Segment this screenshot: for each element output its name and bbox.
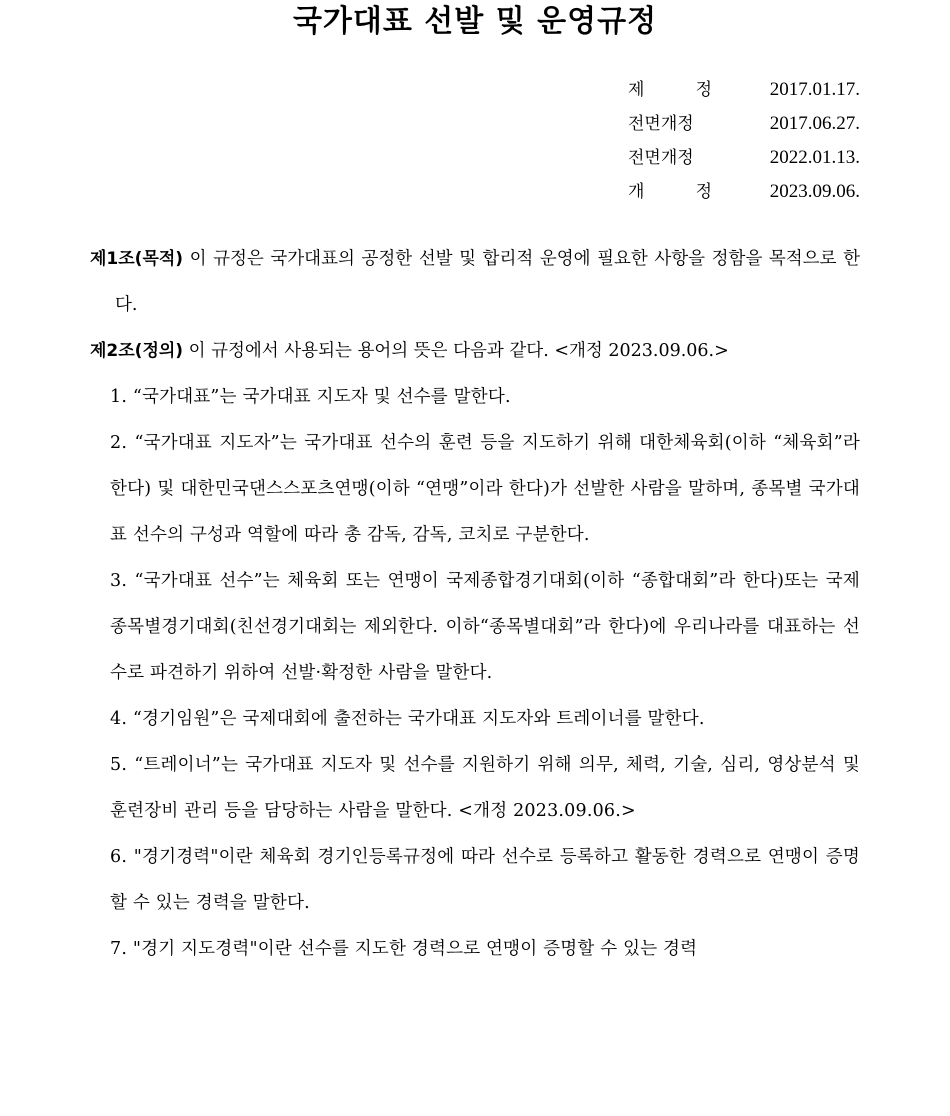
article-text: 이 규정은 국가대표의 공정한 선발 및 합리적 운영에 필요한 사항을 정함을 목적으로 한다. (115, 249, 860, 315)
article-heading: 제2조(정의) (90, 341, 184, 361)
definition-item: 6. "경기경력"이란 체육회 경기인등록규정에 따라 선수로 등록하고 활동한 경력으로 연맹이 증명할 수 있는 경력을 말한다. (110, 847, 860, 913)
history-label: 전면개정 (628, 114, 694, 134)
history-date: 2017.01.17. (769, 79, 860, 100)
definition-item: 1. “국가대표”는 국가대표 지도자 및 선수를 말한다. (110, 387, 511, 407)
definition-item: 3. “국가대표 선수”는 체육회 또는 연맹이 국제종합경기대회(이하 “종합대회”라 한다)또는 국제종목별경기대회(친선경기대회는 제외한다. 이하“종목별대회”라 한다)에 우리나라를 대표하는 선수로 파견하기 위하여 선발·확정한 사람을 말한다. (110, 571, 860, 683)
definition-item: 2. “국가대표 지도자”는 국가대표 선수의 훈련 등을 지도하기 위해 대한체육회(이하 “체육회”라 한다) 및 대한민국댄스스포츠연맹(이하 “연맹”이라 한다)가 선발한 사람을 말하며, 종목별 국가대표 선수의 구성과 역할에 따라 총 감독, 감독, 코치로 구분한다. (110, 433, 860, 545)
document-body (90, 236, 860, 972)
document-title: 국가대표 선발 및 운영규정 (292, 4, 658, 39)
article-purpose (90, 236, 860, 328)
definition-item: 7. "경기 지도경력"이란 선수를 지도한 경력으로 연맹이 증명할 수 있는 경력 (110, 939, 698, 959)
article-heading: 제1조(목적) (90, 249, 184, 269)
history-date: 2023.09.06. (769, 181, 860, 202)
history-row (628, 76, 860, 110)
history-label: 제 정 (628, 80, 712, 100)
revision-history (628, 76, 860, 212)
history-row (628, 110, 860, 144)
history-date: 2017.06.27. (769, 113, 860, 134)
definition-item: 4. “경기임원”은 국제대회에 출전하는 국가대표 지도자와 트레이너를 말한다. (110, 709, 705, 729)
article-definitions (90, 328, 860, 374)
history-row (628, 144, 860, 178)
article-text: 이 규정에서 사용되는 용어의 뜻은 다음과 같다. <개정 2023.09.06.> (183, 341, 729, 361)
definition-item: 5. “트레이너”는 국가대표 지도자 및 선수를 지원하기 위해 의무, 체력, 기술, 심리, 영상분석 및 훈련장비 관리 등을 담당하는 사람을 말한다. <개정 2023.09.06.> (110, 755, 860, 821)
history-date: 2022.01.13. (769, 147, 860, 168)
history-label: 전면개정 (628, 148, 694, 168)
history-row (628, 178, 860, 212)
history-label: 개 정 (628, 182, 712, 202)
